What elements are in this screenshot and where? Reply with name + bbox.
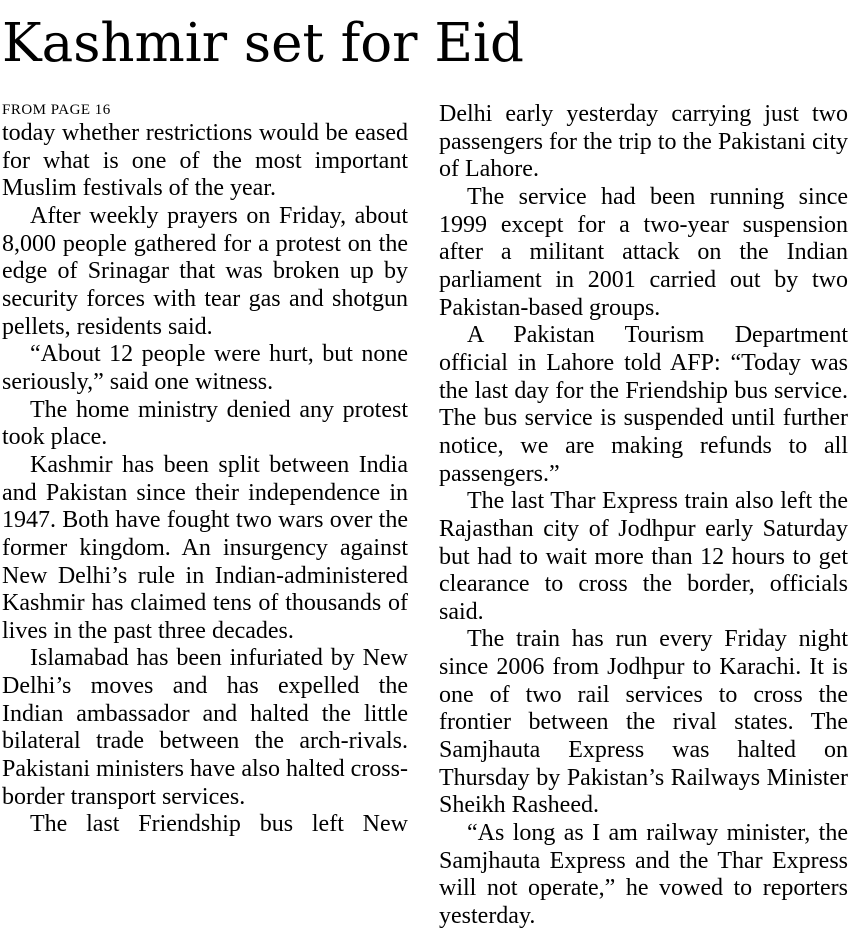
paragraph: The train has run every Friday night since 2006 from Jodhpur to Karachi. It is one of two rail services to cross the frontier between the rival states. The Samjhauta Express was halted on Thursday by Pakistan’s Railways Minister Sheikh Rasheed. — [439, 626, 848, 819]
headline: Kashmir set for Eid — [2, 13, 524, 74]
paragraph: Islamabad has been infuriated by New Delhi’s moves and has expelled the Indian ambassador and halted the little bilateral trade between the arch-rivals. Pakistani ministers have also halted cross-border transport services. — [2, 645, 408, 810]
paragraph: The service had been running since 1999 except for a two-year suspension after a militant attack on the Indian parliament in 2001 carried out by two Pakistan-based groups. — [439, 183, 848, 321]
paragraph: Kashmir has been split between India and Pakistan since their independence in 1947. Both have fought two wars over the former kingdom. An insurgency against New Delhi’s rule in Indian-administered Kashmir has claimed tens of thousands of lives in the past three decades. — [2, 451, 408, 644]
paragraph: After weekly prayers on Friday, about 8,000 people gathered for a protest on the edge of Srinagar that was broken up by security forces with tear gas and shotgun pellets, residents said. — [2, 202, 408, 340]
paragraph: The home ministry denied any protest took place. — [2, 396, 408, 451]
paragraph: “As long as I am railway minister, the Samjhauta Express and the Thar Express will not operate,” he vowed to reporters yesterday. — [439, 820, 848, 930]
paragraph: The last Thar Express train also left the Rajasthan city of Jodhpur early Saturday but had to wait more than 12 hours to get clearance to cross the border, officials said. — [439, 488, 848, 625]
article-column-right — [439, 101, 848, 931]
paragraph: The last Friendship bus left New — [30, 811, 408, 838]
paragraph: A Pakistan Tourism Department official in Lahore told AFP: “Today was the last day for the Friendship bus service. The bus service is suspended until further notice, we are making refunds to all passengers.” — [439, 322, 848, 487]
continuation-label: FROM PAGE 16 — [2, 102, 111, 118]
paragraph: Delhi early yesterday carrying just two passengers for the trip to the Pakistani city of Lahore. — [439, 101, 848, 183]
paragraph: today whether restrictions would be eased for what is one of the most important Muslim festivals of the year. — [2, 120, 408, 202]
paragraph: “About 12 people were hurt, but none seriously,” said one witness. — [2, 341, 408, 395]
article-column-left — [2, 101, 408, 839]
